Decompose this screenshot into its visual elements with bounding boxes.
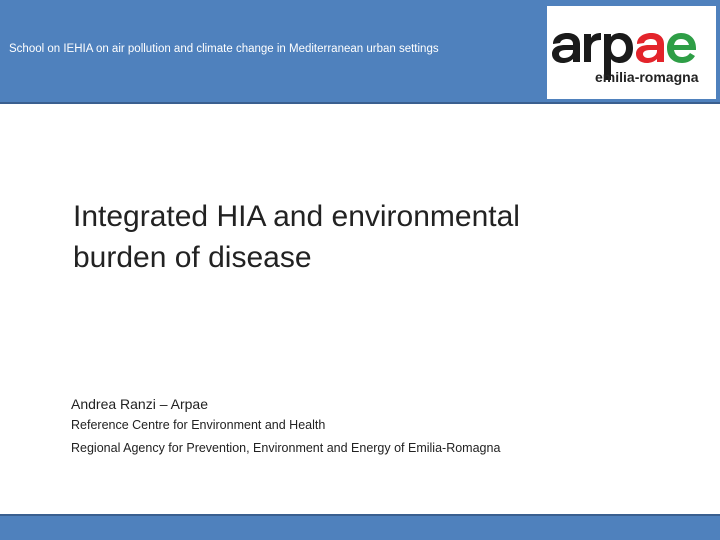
arpae-logo — [547, 6, 716, 99]
slide-title-line-1: Integrated HIA and environmental — [73, 200, 520, 233]
author-name: Andrea Ranzi – Arpae — [71, 396, 208, 412]
header-school-title: School on IEHIA on air pollution and climate change in Mediterranean urban settings — [9, 43, 439, 55]
footer-bar — [0, 514, 720, 540]
slide-title — [73, 196, 633, 278]
affiliation-line-2: Regional Agency for Prevention, Environment and Energy of Emilia-Romagna — [71, 441, 501, 455]
affiliation-line-1: Reference Centre for Environment and Health — [71, 418, 326, 432]
slide-title-line-2: burden of disease — [73, 241, 312, 274]
logo-subtitle: emilia-romagna — [595, 69, 699, 85]
